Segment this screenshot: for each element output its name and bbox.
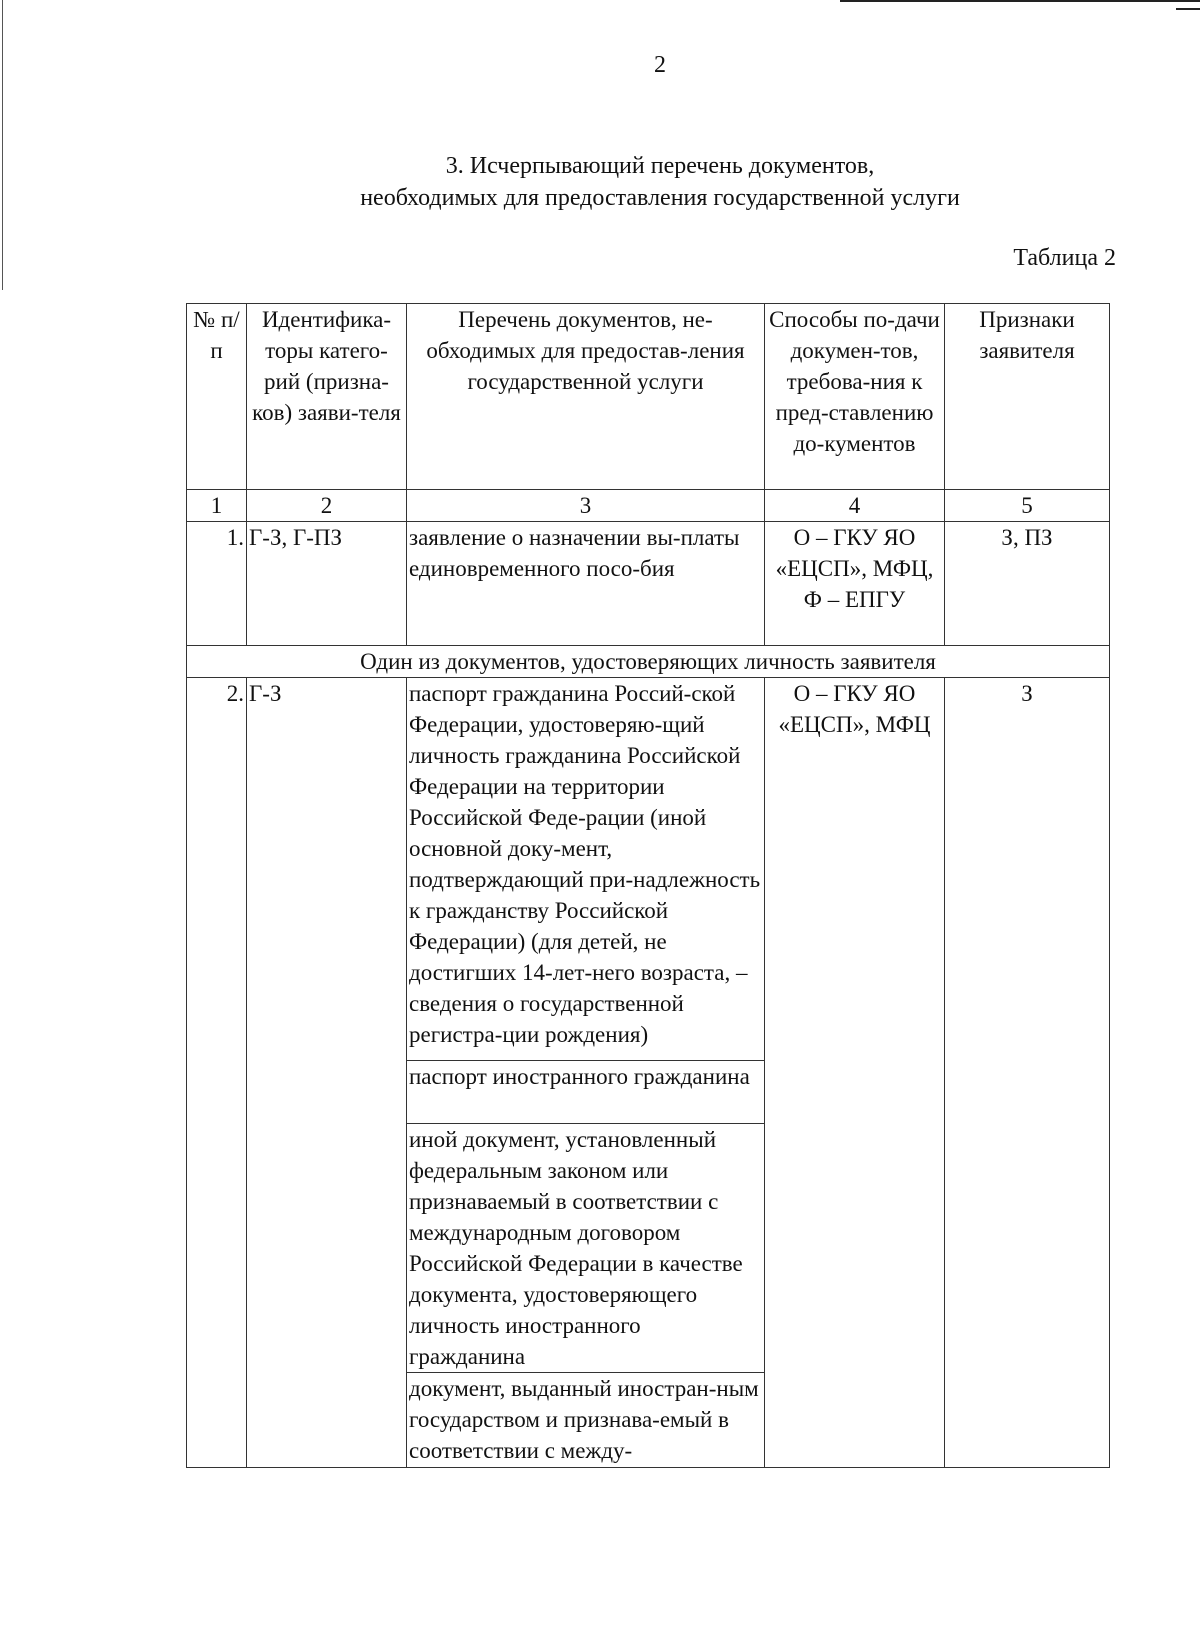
row-document: иной документ, установленный федеральным законом или признаваемый в соответствии с международным договором Российской Федерации в качестве документа, удостоверяющего личность иностранного гражданина (407, 1124, 765, 1373)
header-number: № п/п (187, 304, 247, 490)
table-row (187, 522, 1110, 646)
header-identifiers: Идентифика-торы катего-рий (призна-ков) заяви-теля (247, 304, 407, 490)
row-number: 1. (187, 522, 247, 646)
row-methods: О – ГКУ ЯО «ЕЦСП», МФЦ, Ф – ЕПГУ (765, 522, 945, 646)
group-title-row (187, 646, 1110, 678)
table-header-row (187, 304, 1110, 490)
table-row (187, 678, 1110, 1061)
column-number: 5 (945, 490, 1110, 522)
table-label: Таблица 2 (1013, 245, 1116, 271)
header-methods: Способы по-дачи докумен-тов, требова-ния к пред-ставлению до-кументов (765, 304, 945, 490)
row-identifiers: Г-З (247, 678, 407, 1468)
column-number: 3 (407, 490, 765, 522)
row-identifiers: Г-З, Г-ПЗ (247, 522, 407, 646)
column-number: 4 (765, 490, 945, 522)
scan-edge (2, 0, 3, 290)
column-number: 1 (187, 490, 247, 522)
row-document: паспорт иностранного гражданина (407, 1061, 765, 1124)
row-methods: О – ГКУ ЯО «ЕЦСП», МФЦ (765, 678, 945, 1468)
column-numbers-row (187, 490, 1110, 522)
row-number: 2. (187, 678, 247, 1468)
row-document: документ, выданный иностран-ным государством и признава-емый в соответствии с между- (407, 1373, 765, 1468)
scan-artifact-line (840, 0, 1200, 2)
row-signs: З, ПЗ (945, 522, 1110, 646)
section-title-line-1: 3. Исчерпывающий перечень документов, (445, 153, 875, 179)
row-document: паспорт гражданина Россий-ской Федерации, удостоверяю-щий личность гражданина Российской Федерации на территории Российской Феде-рации (иной основной доку-мент, подтверждающий при-надлежность к гражданству Российской Федерации) (для детей, не достигших 14-лет-него возраста, – сведения о государственной регистра-ции рождения) (407, 678, 765, 1061)
row-document: заявление о назначении вы-платы единовременного посо-бия (407, 522, 765, 646)
section-title (300, 150, 1020, 214)
scan-artifact-line (1176, 8, 1200, 10)
column-number: 2 (247, 490, 407, 522)
header-signs: Признаки заявителя (945, 304, 1110, 490)
row-signs: З (945, 678, 1110, 1468)
documents-table (186, 303, 1110, 1468)
page-number: 2 (654, 52, 666, 78)
section-title-line-2: необходимых для предоставления государственной услуги (360, 185, 960, 211)
group-title: Один из документов, удостоверяющих личность заявителя (187, 646, 1110, 678)
header-documents: Перечень документов, не-обходимых для предостав-ления государственной услуги (407, 304, 765, 490)
